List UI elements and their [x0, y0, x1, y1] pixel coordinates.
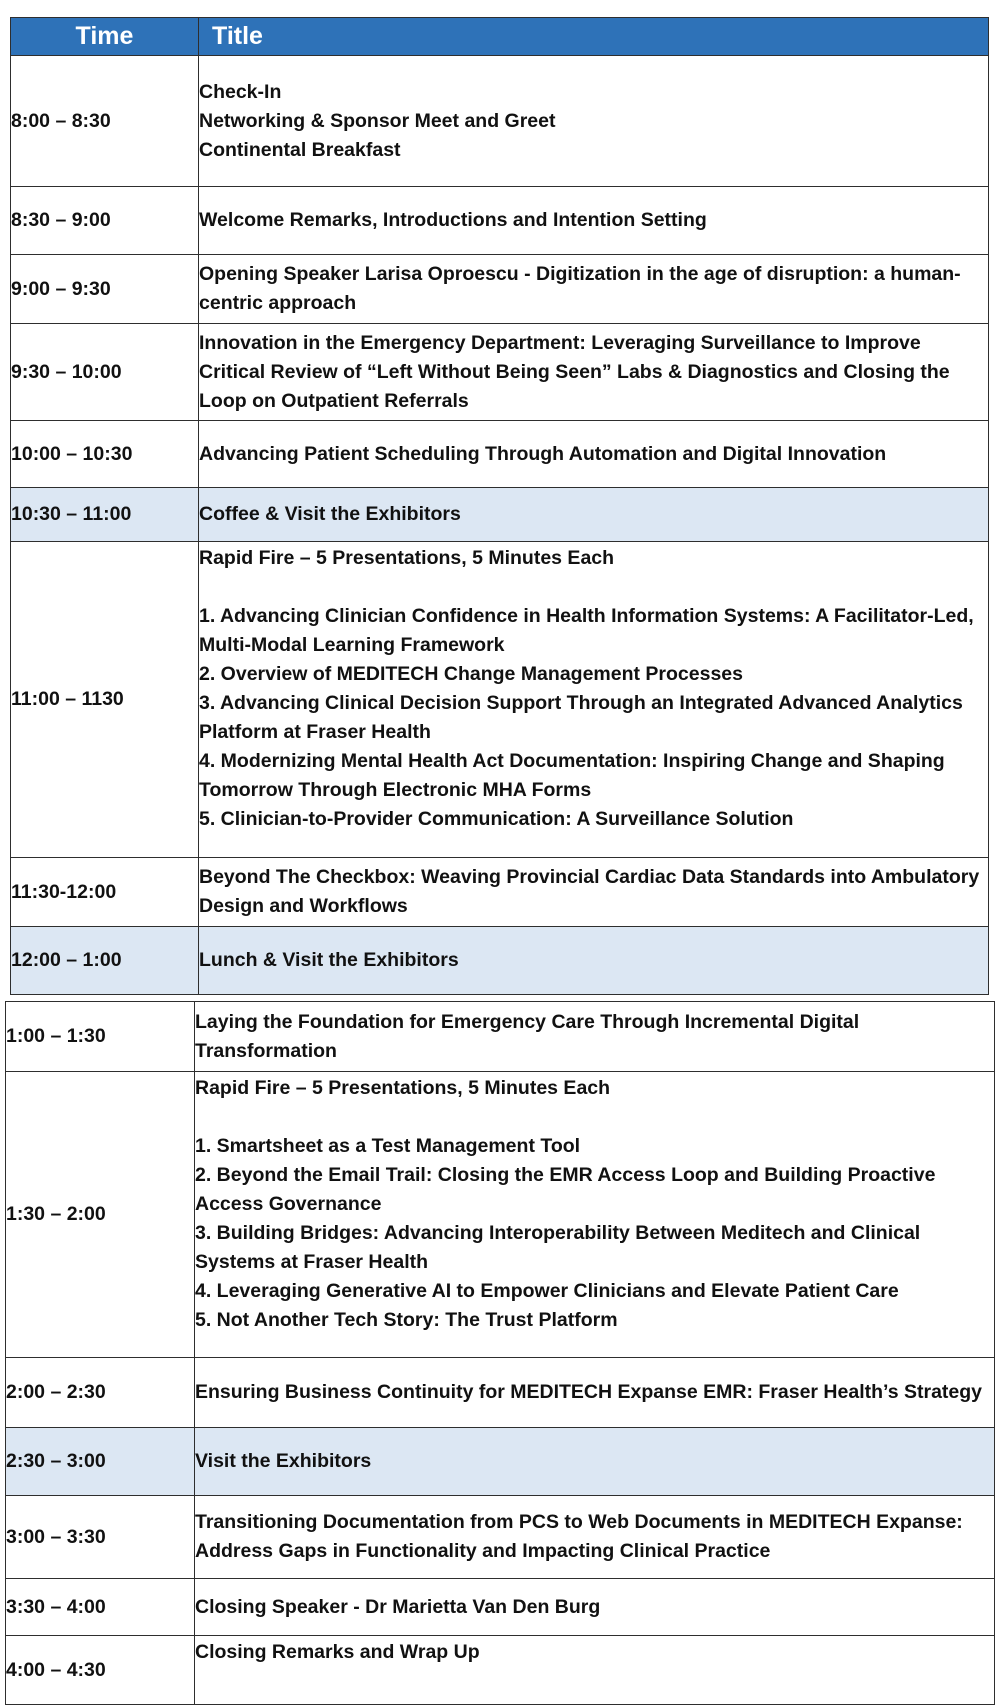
session-title-line: 1. Advancing Clinician Confidence in Health Information Systems: A Facilitator-Led, Multi-Modal Learning Framework	[199, 605, 974, 656]
session-title: Innovation in the Emergency Department: Leveraging Surveillance to Improve Critical Review of “Left Without Being Seen” Labs & Diagnostics and Closing the Loop on Outpatient Referrals	[199, 324, 989, 421]
session-title: Welcome Remarks, Introductions and Intention Setting	[199, 187, 989, 255]
session-title-line: Check-In	[199, 80, 282, 103]
session-title: Transitioning Documentation from PCS to Web Documents in MEDITECH Expanse: Address Gaps in Functionality and Impacting Clinical Practice	[195, 1496, 995, 1579]
session-title-line: 5. Not Another Tech Story: The Trust Platform	[195, 1309, 618, 1331]
session-title: Beyond The Checkbox: Weaving Provincial Cardiac Data Standards into Ambulatory Design and Workflows	[199, 858, 989, 927]
agenda-table-afternoon	[5, 1001, 995, 1705]
agenda-row	[11, 324, 989, 421]
agenda-row-break	[11, 488, 989, 542]
session-title-line: Rapid Fire – 5 Presentations, 5 Minutes Each	[199, 547, 615, 569]
session-time: 10:30 – 11:00	[11, 488, 199, 542]
session-time: 11:30-12:00	[11, 858, 199, 927]
session-title: Lunch & Visit the Exhibitors	[199, 927, 989, 995]
session-title: Coffee & Visit the Exhibitors	[199, 488, 989, 542]
session-title: Closing Remarks and Wrap Up	[195, 1636, 995, 1705]
session-title: Opening Speaker Larisa Oproescu - Digitization in the age of disruption: a human-centric approach	[199, 255, 989, 324]
blank-line	[195, 1103, 994, 1132]
agenda-row	[11, 858, 989, 927]
session-title-line: 1. Smartsheet as a Test Management Tool	[195, 1135, 581, 1157]
session-title-line: 3. Advancing Clinical Decision Support Through an Integrated Advanced Analytics Platform at Fraser Health	[199, 692, 963, 743]
session-time: 2:30 – 3:00	[6, 1428, 195, 1496]
agenda-row	[6, 1358, 995, 1428]
session-title: Ensuring Business Continuity for MEDITECH Expanse EMR: Fraser Health’s Strategy	[195, 1358, 995, 1428]
session-title	[199, 542, 989, 858]
title-column-header: Title	[199, 18, 989, 56]
session-title-line: 2. Beyond the Email Trail: Closing the EMR Access Loop and Building Proactive Access Governance	[195, 1164, 936, 1215]
agenda-table-morning	[10, 17, 989, 995]
agenda-row	[11, 542, 989, 858]
session-title-line: 2. Overview of MEDITECH Change Management Processes	[199, 663, 744, 685]
session-time: 1:30 – 2:00	[6, 1072, 195, 1358]
session-title	[199, 56, 989, 187]
session-time: 8:00 – 8:30	[11, 56, 199, 187]
agenda-row	[6, 1002, 995, 1072]
session-time: 8:30 – 9:00	[11, 187, 199, 255]
agenda-row-break	[6, 1428, 995, 1496]
session-title-line: 3. Building Bridges: Advancing Interoperability Between Meditech and Clinical Systems at Fraser Health	[195, 1222, 921, 1273]
session-time: 10:00 – 10:30	[11, 421, 199, 488]
agenda-row	[6, 1579, 995, 1636]
session-title: Visit the Exhibitors	[195, 1428, 995, 1496]
session-title-line: Continental Breakfast	[199, 138, 401, 161]
blank-line	[199, 573, 988, 602]
session-time: 4:00 – 4:30	[6, 1636, 195, 1705]
time-column-header: Time	[11, 18, 199, 56]
session-time: 11:00 – 1130	[11, 542, 199, 858]
agenda-row	[11, 187, 989, 255]
session-time: 2:00 – 2:30	[6, 1358, 195, 1428]
session-title-line: 4. Leveraging Generative AI to Empower Clinicians and Elevate Patient Care	[195, 1280, 899, 1302]
session-title-line: Networking & Sponsor Meet and Greet	[199, 109, 556, 132]
agenda-row	[6, 1636, 995, 1705]
session-title	[195, 1072, 995, 1358]
session-time: 3:30 – 4:00	[6, 1579, 195, 1636]
session-title: Advancing Patient Scheduling Through Automation and Digital Innovation	[199, 421, 989, 488]
session-time: 3:00 – 3:30	[6, 1496, 195, 1579]
agenda-row	[6, 1496, 995, 1579]
session-time: 1:00 – 1:30	[6, 1002, 195, 1072]
session-time: 9:30 – 10:00	[11, 324, 199, 421]
session-title: Laying the Foundation for Emergency Care Through Incremental Digital Transformation	[195, 1002, 995, 1072]
session-title-line: Rapid Fire – 5 Presentations, 5 Minutes Each	[195, 1077, 611, 1099]
session-title: Closing Speaker - Dr Marietta Van Den Burg	[195, 1579, 995, 1636]
session-time: 9:00 – 9:30	[11, 255, 199, 324]
agenda-row-break	[11, 927, 989, 995]
header-row	[11, 18, 989, 56]
agenda-row	[11, 255, 989, 324]
session-title-line: 5. Clinician-to-Provider Communication: A Surveillance Solution	[199, 808, 794, 830]
agenda-row	[11, 421, 989, 488]
session-title-line: 4. Modernizing Mental Health Act Documentation: Inspiring Change and Shaping Tomorrow Through Electronic MHA Forms	[199, 750, 945, 801]
agenda-row	[6, 1072, 995, 1358]
session-time: 12:00 – 1:00	[11, 927, 199, 995]
agenda-row	[11, 56, 989, 187]
